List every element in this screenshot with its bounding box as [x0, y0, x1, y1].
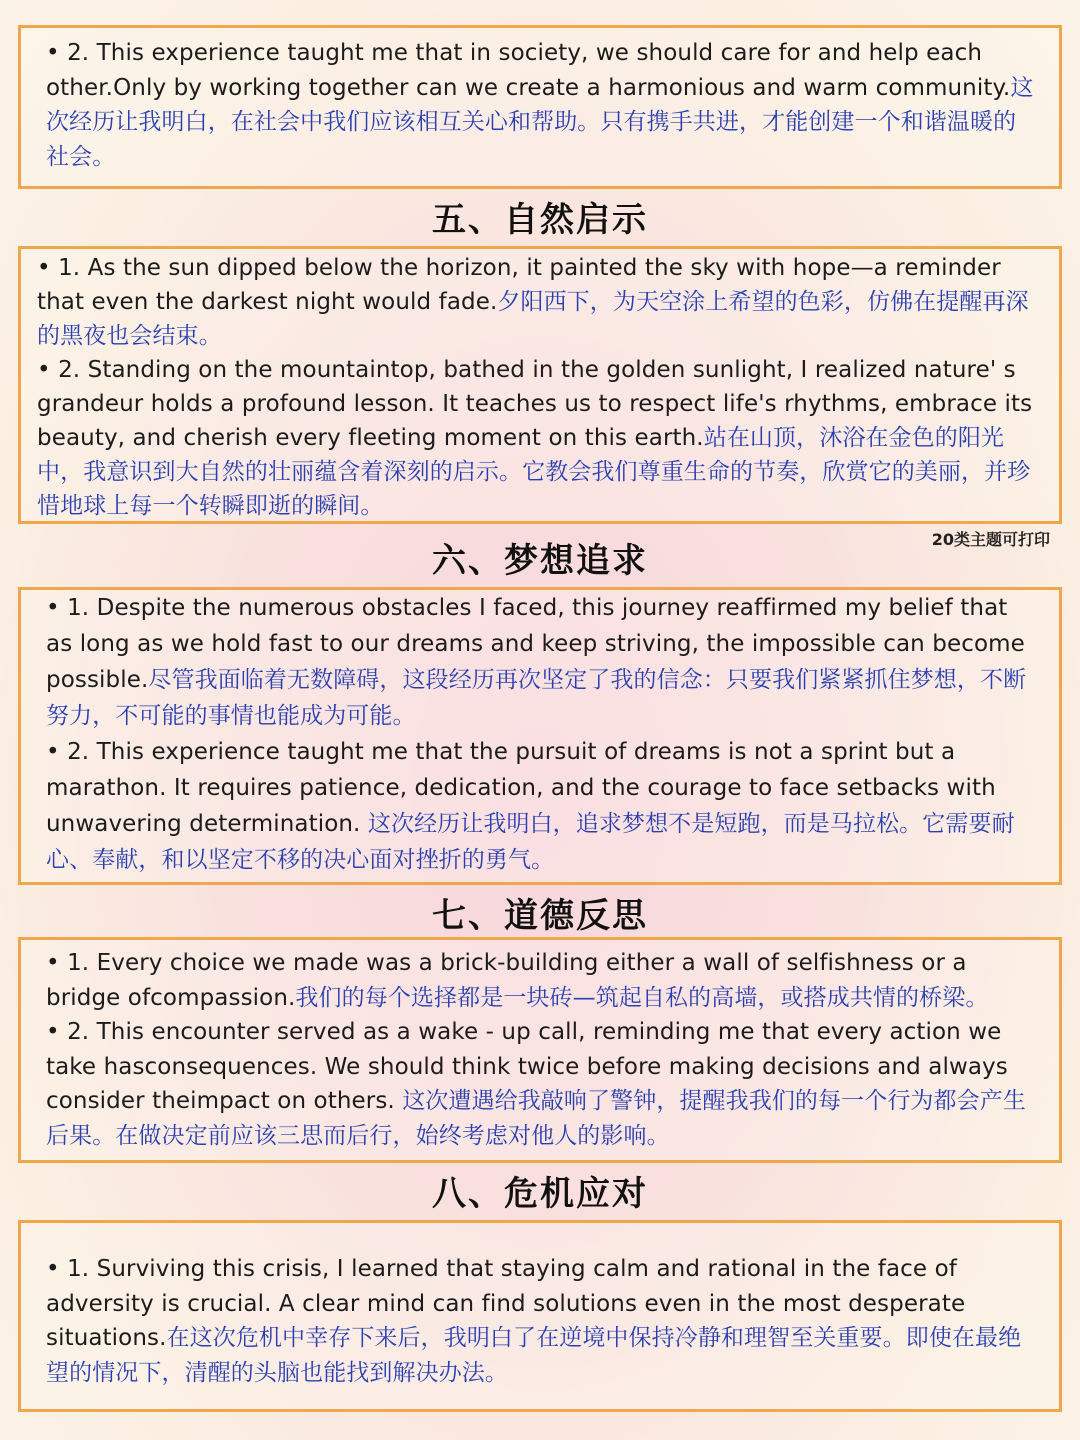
section5-item-2-en: • 2. Standing on the mountaintop, bathed in the golden sunlight, I realized nature' s grandeur holds a profound lesson. It teaches us to respect life's rhythms, embrace its beauty, and cherish every fleeting moment on this earth.	[37, 357, 1033, 451]
section6-item-2-en: • 2. This experience taught me that the pursuit of dreams is not a sprint but a marathon. It requires patience, dedication, and the courage to face setbacks with unwavering determination.	[46, 739, 996, 837]
section7-item-1	[46, 946, 1037, 1015]
printable-topics-tag: 20类主题可打印	[931, 530, 1050, 549]
top-box	[18, 25, 1062, 189]
section5-item-1-en: • 1. As the sun dipped below the horizon, it painted the sky with hope—a reminder that even the darkest night would fade.	[37, 255, 1001, 315]
section8-item-1-zh: 在这次危机中幸存下来后，我明白了在逆境中保持冷静和理智至关重要。即使在最绝望的情况下，清醒的头脑也能找到解决办法。	[46, 1325, 1022, 1386]
section5-item-2	[37, 353, 1033, 523]
section5-item-1	[37, 251, 1033, 353]
section5-item-2-zh: 站在山顶，沐浴在金色的阳光中，我意识到大自然的壮丽蕴含着深刻的启示。它教会我们尊重生命的节奏，欣赏它的美丽，并珍惜地球上每一个转瞬即逝的瞬间。	[37, 425, 1031, 519]
top-item-2-en: • 2. This experience taught me that in society, we should care for and help each other.Only by working together can we create a harmonious and warm community.	[46, 40, 1011, 101]
section5-title: 五、自然启示	[432, 200, 648, 240]
section7-item-2-zh: 这次遭遇给我敲响了警钟，提醒我我们的每一个行为都会产生后果。在做决定前应该三思而后行，始终考虑对他人的影响。	[46, 1088, 1026, 1149]
section6-item-2-zh: 这次经历让我明白，追求梦想不是短跑，而是马拉松。它需要耐心、奉献，和以坚定不移的决心面对挫折的勇气。	[46, 811, 1015, 873]
section7-item-1-en: • 1. Every choice we made was a brick-building either a wall of selfishness or a bridge ofcompassion.	[46, 950, 967, 1011]
section7-item-1-zh: 我们的每个选择都是一块砖—筑起自私的高墙，或搭成共情的桥梁。	[295, 984, 989, 1011]
top-item-2-zh: 这次经历让我明白，在社会中我们应该相互关心和帮助。只有携手共进，才能创建一个和谐温暖的社会。	[46, 74, 1034, 170]
section6-item-1-zh: 尽管我面临着无数障碍，这段经历再次坚定了我的信念：只要我们紧紧抓住梦想，不断努力，不可能的事情也能成为可能。	[46, 667, 1027, 729]
section7-item-2-en: • 2. This encounter served as a wake - up call, reminding me that every action we take hasconsequences. We should think twice before making decisions and always consider theimpact on others.	[46, 1019, 1008, 1114]
section8-item-1	[46, 1252, 1037, 1390]
section6-title: 六、梦想追求	[432, 541, 648, 581]
section8-item-1-en: • 1. Surviving this crisis, I learned that staying calm and rational in the face of adversity is crucial. A clear mind can find solutions even in the most desperate situations.	[46, 1256, 966, 1351]
top-item-2	[46, 36, 1037, 174]
section8-title: 八、危机应对	[432, 1174, 648, 1214]
section6-item-1-en: • 1. Despite the numerous obstacles I faced, this journey reaffirmed my belief that as long as we hold fast to our dreams and keep striving, the impossible can become possible.	[46, 595, 1025, 693]
section5-box	[18, 246, 1062, 524]
section6-item-2	[46, 734, 1035, 878]
section5-item-1-zh: 夕阳西下，为天空涂上希望的色彩，仿佛在提醒再深的黑夜也会结束。	[37, 289, 1029, 349]
section6-item-1	[46, 590, 1035, 734]
section8-box	[18, 1220, 1062, 1412]
section7-item-2	[46, 1015, 1037, 1153]
section6-box	[18, 587, 1062, 885]
section7-title: 七、道德反思	[432, 896, 648, 936]
section7-box	[18, 937, 1062, 1163]
